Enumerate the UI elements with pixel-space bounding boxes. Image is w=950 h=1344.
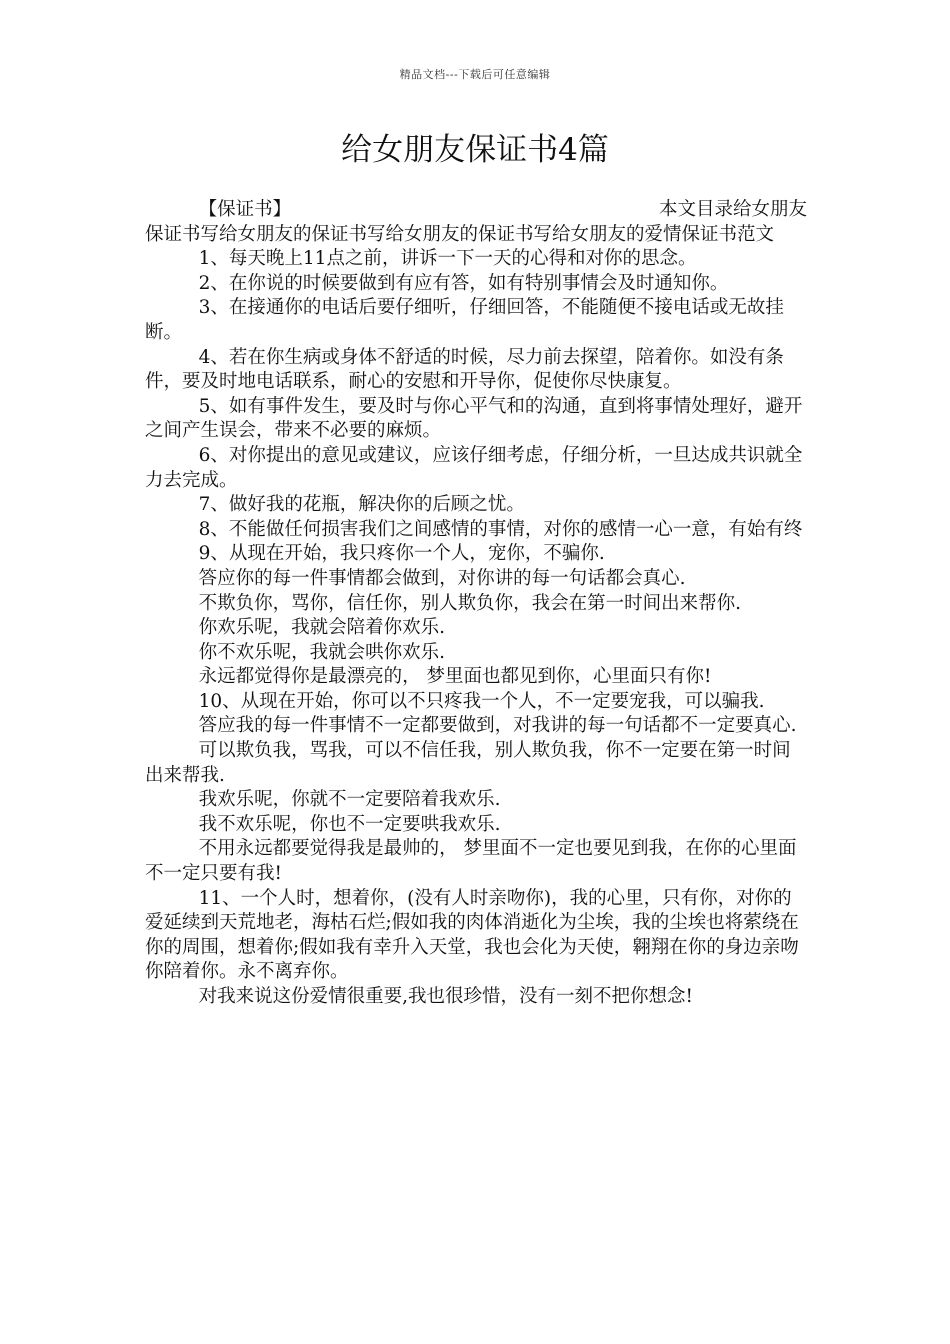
paragraph: 7、做好我的花瓶，解决你的后顾之忧。 [198,494,525,516]
page-header-note: 精品文档---下载后可任意编辑 [399,68,551,81]
paragraph: 可以欺负我，骂我，可以不信任我，别人欺负我，你不一定要在第一时间出来帮我. [145,740,791,786]
paragraph: 2、在你说的时候要做到有应有答，如有特别事情会及时通知你。 [198,272,729,294]
paragraph: 永远都觉得你是最漂亮的， 梦里面也都见到你，心里面只有你! [198,666,712,688]
paragraph: 6、对你提出的意见或建议，应该仔细考虑，仔细分析，一旦达成共识就全力去完成。 [145,444,803,491]
paragraph: 答应我的每一件事情不一定都要做到，对我讲的每一句话都不一定要真心. [198,715,797,737]
paragraph: 4、若在你生病或身体不舒适的时候，尽力前去探望，陪着你。如没有条件，要及时地电话联系，耐心的安慰和开导你，促使你尽快康复。 [145,346,784,393]
paragraph: 我欢乐呢，你就不一定要陪着我欢乐. [198,789,501,811]
paragraph: 5、如有事件发生，要及时与你心平气和的沟通，直到将事情处理好，避开之间产生误会，带来不必要的麻烦。 [145,395,803,442]
paragraph: 我不欢乐呢，你也不一定要哄我欢乐. [198,813,501,835]
paragraph: 对我来说这份爱情很重要,我也很珍惜，没有一刻不把你想念! [198,986,693,1007]
intro-row [145,198,807,223]
intro-tag: 【保证书】 [198,199,292,220]
paragraph: 3、在接通你的电话后要仔细听，仔细回答，不能随便不接电话或无故挂断。 [145,297,784,343]
paragraph: 8、不能做任何损害我们之间感情的事情，对你的感情一心一意，有始有终 [198,518,803,540]
paragraph: 10、从现在开始，你可以不只疼我一个人，不一定要宠我，可以骗我. [198,690,765,712]
intro-toc-rest: 保证书写给女朋友的保证书写给女朋友的保证书写给女朋友的爱情保证书范文 [145,223,775,245]
paragraph: 你欢乐呢，我就会陪着你欢乐. [198,617,446,639]
paragraph: 1、每天晚上11点之前，讲诉一下一天的心得和对你的思念。 [198,248,697,270]
intro-toc-start: 本文目录给女朋友 [658,199,807,220]
paragraph: 答应你的每一件事情都会做到，对你讲的每一句话都会真心. [198,567,686,589]
paragraph: 不欺负你，骂你，信任你，别人欺负你，我会在第一时间出来帮你. [198,592,742,614]
paragraph: 不用永远都要觉得我是最帅的， 梦里面不一定也要见到我，在你的心里面不一定只要有我! [145,838,797,885]
paragraph: 9、从现在开始，我只疼你一个人，宠你，不骗你. [198,543,605,565]
paragraph: 你不欢乐呢，我就会哄你欢乐. [198,641,446,663]
document-body [145,198,807,1010]
document-title: 给女朋友保证书4篇 [341,132,609,168]
paragraph: 11、一个人时，想着你，(没有人时亲吻你)，我的心里，只有你，对你的爱延续到天荒地老，海枯石烂;假如我的肉体消逝化为尘埃，我的尘埃也将萦绕在你的周围，想着你;假如我有幸升入天堂，我也会化为天使，翱翔在你的身边亲吻你陪着你。永不离弃你。 [145,887,799,983]
